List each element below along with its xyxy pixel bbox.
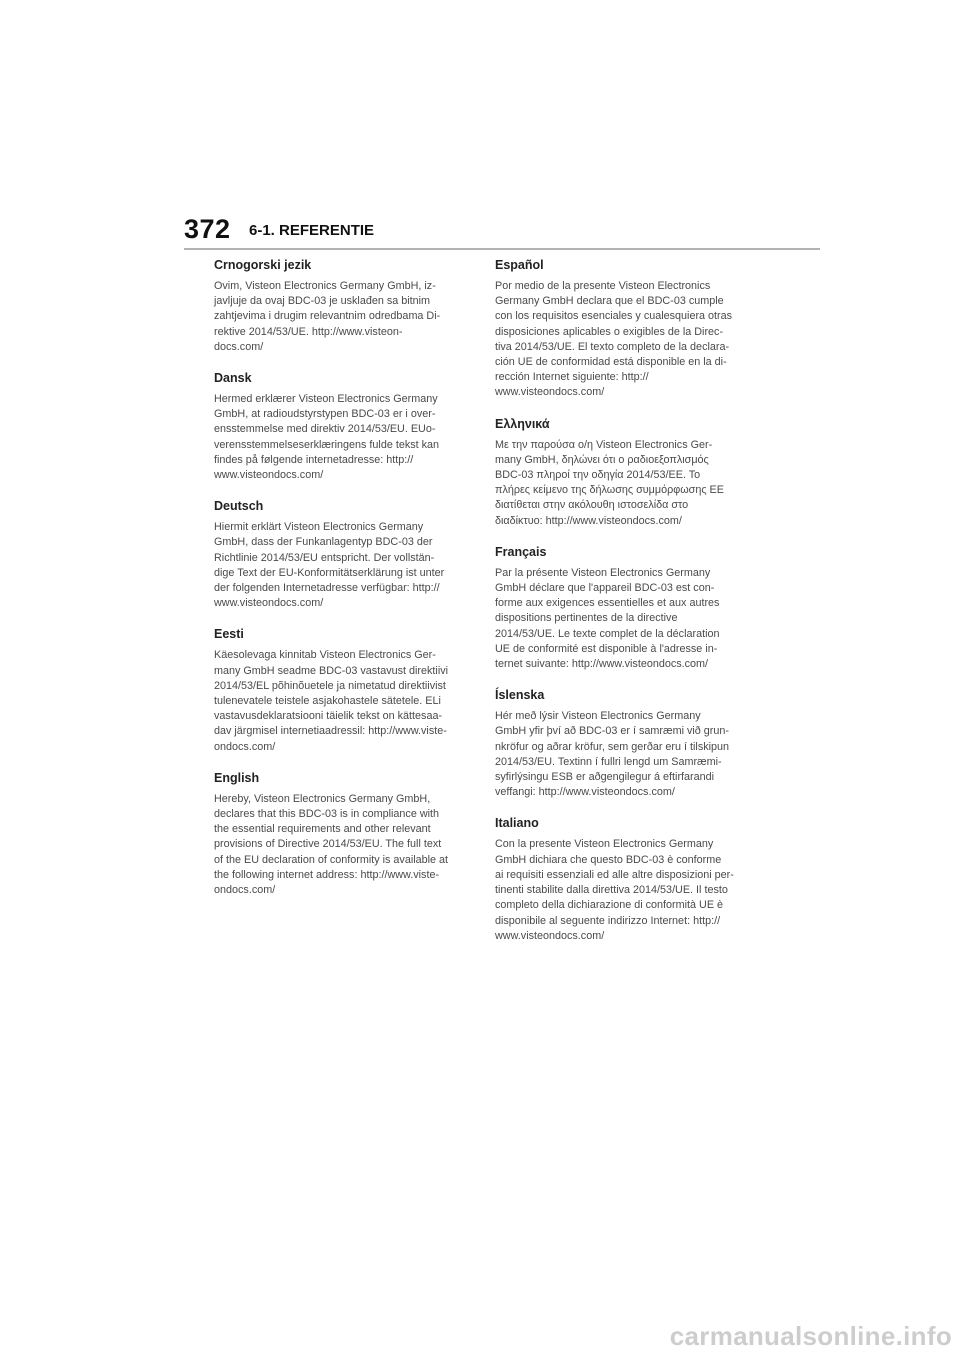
language-section bbox=[495, 686, 753, 800]
page-number: 372 bbox=[184, 214, 231, 244]
declaration-text bbox=[214, 392, 464, 483]
text-line: syfirlýsingu ESB er aðgengilegur á eftirfarandi bbox=[495, 771, 715, 784]
text-line: declares that this BDC-03 is in compliance with bbox=[214, 808, 440, 821]
text-line: Με την παρούσα ο/η Visteon Electronics Ger- bbox=[495, 438, 713, 451]
text-line: forme aux exigences essentielles et aux autres bbox=[495, 597, 720, 610]
text-line: Hereby, Visteon Electronics Germany GmbH, bbox=[214, 792, 431, 805]
watermark: carmanualsonline.info bbox=[669, 1321, 952, 1351]
text-line: BDC-03 πληροί την οδηγία 2014/53/ΕΕ. Το bbox=[495, 469, 701, 482]
text-line: many GmbH, δηλώνει ότι ο ραδιοεξοπλισμός bbox=[495, 453, 709, 466]
text-line: www.visteondocs.com/ bbox=[495, 386, 605, 399]
text-line: πλήρες κείμενο της δήλωσης συμμόρφωσης ΕΕ bbox=[495, 484, 724, 497]
declaration-text bbox=[214, 792, 464, 898]
language-section bbox=[495, 415, 753, 529]
text-line: UE de conformité est disponible à l'adresse in- bbox=[495, 642, 718, 655]
right-column bbox=[495, 256, 753, 958]
text-line: www.visteondocs.com/ bbox=[495, 929, 605, 942]
text-line: Richtlinie 2014/53/EU entspricht. Der vollstän- bbox=[214, 551, 435, 564]
text-line: of the EU declaration of conformity is available at bbox=[214, 853, 449, 866]
text-line: rektive 2014/53/UE. http://www.visteon- bbox=[214, 325, 403, 338]
language-section bbox=[495, 543, 753, 672]
text-line: www.visteondocs.com/ bbox=[214, 469, 324, 482]
text-line: Käesolevaga kinnitab Visteon Electronics Ger- bbox=[214, 649, 436, 662]
text-line: Con la presente Visteon Electronics Germany bbox=[495, 838, 714, 851]
language-title: Dansk bbox=[214, 371, 252, 386]
language-section bbox=[214, 497, 464, 611]
text-line: Ovim, Visteon Electronics Germany GmbH, iz- bbox=[214, 280, 436, 292]
text-line: veffangi: http://www.visteondocs.com/ bbox=[495, 786, 675, 799]
text-line: many GmbH seadme BDC-03 vastavust direktiivi bbox=[214, 664, 449, 677]
text-line: 2014/53/EL põhinõuetele ja nimetatud direktiivist bbox=[214, 679, 446, 692]
language-section bbox=[214, 256, 464, 355]
text-line: verensstemmelseserklæringens fulde tekst kan bbox=[214, 438, 440, 451]
text-line: www.visteondocs.com/ bbox=[214, 597, 324, 610]
text-line: disponibile al seguente indirizzo Internet: http:// bbox=[495, 914, 721, 927]
text-line: ondocs.com/ bbox=[214, 740, 276, 753]
text-line: tinenti stabilite dalla direttiva 2014/53/UE. Il testo bbox=[495, 884, 728, 897]
text-line: dav järgmisel internetiaadressil: http://www.viste- bbox=[214, 725, 447, 738]
text-line: dige Text der EU-Konformitätserklärung ist unter bbox=[214, 566, 445, 579]
language-title: Italiano bbox=[495, 816, 539, 831]
text-line: findes på følgende internetadresse: http:// bbox=[214, 453, 414, 466]
text-line: Hermed erklærer Visteon Electronics Germany bbox=[214, 393, 438, 406]
text-line: the following internet address: http://www.viste- bbox=[214, 868, 440, 881]
text-line: provisions of Directive 2014/53/EU. The full text bbox=[214, 838, 442, 851]
text-line: GmbH, at radioudstyrstypen BDC-03 er i over- bbox=[214, 408, 436, 421]
section-title: 6-1. REFERENTIE bbox=[249, 222, 375, 239]
text-line: Hiermit erklärt Visteon Electronics Germany bbox=[214, 521, 424, 534]
text-line: ternet suivante: http://www.visteondocs.com/ bbox=[495, 658, 709, 671]
language-title: Íslenska bbox=[495, 688, 545, 703]
text-line: completo della dichiarazione di conformità UE è bbox=[495, 899, 724, 912]
text-line: διαδίκτυο: http://www.visteondocs.com/ bbox=[495, 514, 682, 527]
text-line: GmbH déclare que l'appareil BDC-03 est con- bbox=[495, 582, 715, 595]
language-title: Eesti bbox=[214, 627, 244, 642]
text-line: Por medio de la presente Visteon Electronics bbox=[495, 280, 711, 292]
text-line: vastavusdeklaratsiooni täielik tekst on kättesaa- bbox=[214, 710, 443, 723]
text-line: javljuje da ovaj BDC-03 je usklađen sa bitnim bbox=[214, 295, 431, 308]
language-title: Español bbox=[495, 258, 544, 272]
text-line: con los requisitos esenciales y cualesquiera otras bbox=[495, 310, 733, 323]
text-line: disposiciones aplicables o exigibles de la Direc- bbox=[495, 325, 724, 338]
text-line: nkröfur og aðrar kröfur, sem gerðar eru í tilskipun bbox=[495, 740, 730, 753]
left-column bbox=[214, 256, 464, 912]
page-header bbox=[184, 210, 820, 250]
language-title: English bbox=[214, 770, 260, 785]
language-section bbox=[214, 625, 464, 754]
language-section bbox=[495, 814, 753, 943]
text-line: ondocs.com/ bbox=[214, 884, 276, 897]
declaration-text bbox=[495, 837, 753, 943]
text-line: the essential requirements and other relevant bbox=[214, 823, 431, 836]
text-line: dispositions pertinentes de la directive bbox=[495, 612, 678, 625]
text-line: GmbH yfir því að BDC-03 er í samræmi við grun- bbox=[495, 725, 729, 738]
text-line: GmbH, dass der Funkanlagentyp BDC-03 der bbox=[214, 536, 433, 549]
text-line: Hér með lýsir Visteon Electronics Germany bbox=[495, 710, 701, 723]
text-line: ai requisiti essenziali ed alle altre disposizioni per- bbox=[495, 868, 734, 881]
declaration-text bbox=[214, 520, 464, 611]
declaration-text bbox=[495, 709, 753, 800]
text-line: ción UE de conformidad está disponible en la di- bbox=[495, 356, 727, 369]
text-line: tiva 2014/53/UE. El texto completo de la declara- bbox=[495, 340, 730, 353]
text-line: GmbH dichiara che questo BDC-03 è conforme bbox=[495, 853, 722, 866]
text-line: tulenevatele teistele asjakohastele sätetele. ELi bbox=[214, 695, 441, 708]
declaration-text bbox=[214, 279, 464, 355]
text-line: διατίθεται στην ακόλουθη ιστοσελίδα στο bbox=[495, 499, 689, 512]
text-line: der folgenden Internetadresse verfügbar: http:// bbox=[214, 582, 440, 595]
language-section bbox=[495, 256, 753, 401]
language-section bbox=[214, 369, 464, 483]
text-line: Par la présente Visteon Electronics Germany bbox=[495, 566, 711, 579]
text-line: ensstemmelse med direktiv 2014/53/EU. EUo- bbox=[214, 423, 436, 436]
language-title: Ελληνικά bbox=[495, 416, 550, 431]
text-line: Germany GmbH declara que el BDC-03 cumple bbox=[495, 295, 724, 308]
declaration-text bbox=[495, 438, 753, 529]
text-line: zahtjevima i drugim relevantnim odredbama Di- bbox=[214, 310, 441, 323]
language-title: Crnogorski jezik bbox=[214, 258, 312, 272]
text-line: docs.com/ bbox=[214, 340, 264, 353]
declaration-text bbox=[495, 279, 753, 401]
text-line: rección Internet siguiente: http:// bbox=[495, 371, 649, 384]
language-title: Français bbox=[495, 544, 547, 559]
text-line: 2014/53/EU. Textinn í fullri lengd um Samræmi- bbox=[495, 755, 722, 768]
language-title: Deutsch bbox=[214, 499, 264, 514]
declaration-text bbox=[495, 566, 753, 672]
language-section bbox=[214, 769, 464, 898]
declaration-text bbox=[214, 648, 464, 754]
text-line: 2014/53/UE. Le texte complet de la déclaration bbox=[495, 627, 720, 640]
